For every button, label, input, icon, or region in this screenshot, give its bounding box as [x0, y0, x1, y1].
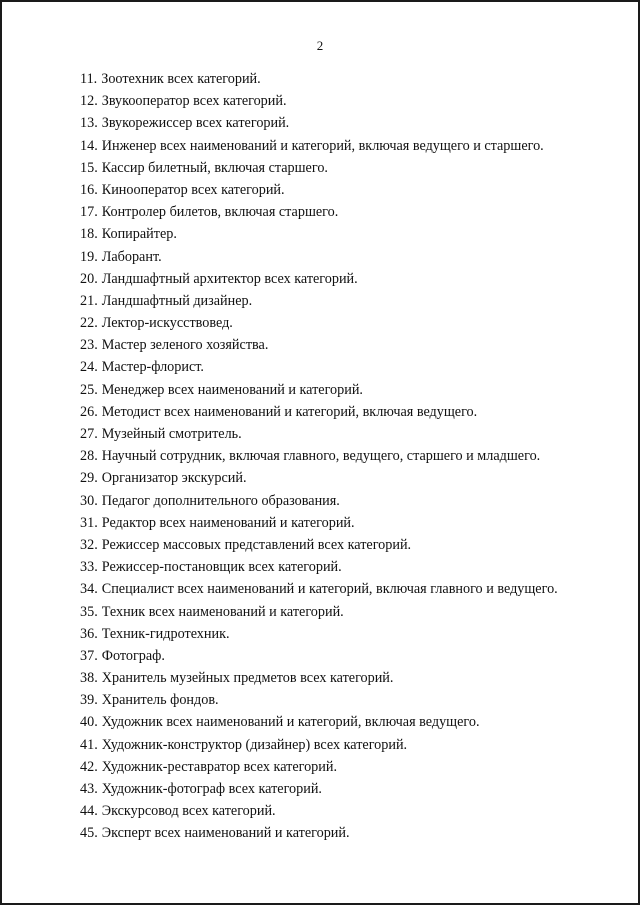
list-item-number: 42. — [80, 758, 98, 775]
list-item-text: Контролер билетов, включая старшего. — [101, 204, 339, 221]
list-item — [80, 157, 618, 179]
list-item — [80, 312, 618, 334]
list-item — [80, 512, 618, 534]
list-item-text: Зоотехник всех категорий. — [101, 71, 261, 87]
list-item-text: Педагог дополнительного образования. — [101, 492, 340, 509]
list-item — [80, 179, 618, 201]
list-item-number: 22. — [80, 315, 98, 332]
list-item-number: 14. — [80, 137, 98, 154]
list-item — [80, 334, 618, 356]
list-item-text: Редактор всех наименований и категорий. — [101, 514, 355, 531]
list-item-number: 40. — [80, 714, 98, 731]
list-item — [80, 290, 618, 312]
job-title-list — [80, 68, 618, 845]
list-item-text: Художник-фотограф всех категорий. — [101, 781, 322, 797]
list-item-text: Режиссер-постановщик всех категорий. — [101, 559, 342, 576]
list-item-text: Научный сотрудник, включая главного, ведущего, старшего и младшего. — [101, 448, 541, 465]
list-item-text: Мастер зеленого хозяйства. — [101, 337, 269, 354]
list-item-text: Инженер всех наименований и категорий, включая ведущего и старшего. — [101, 137, 544, 154]
list-item — [80, 423, 618, 445]
list-item-number: 19. — [80, 248, 98, 265]
list-item-number: 33. — [80, 559, 98, 576]
list-item-text: Художник-конструктор (дизайнер) всех категорий. — [101, 736, 408, 753]
list-item-text: Специалист всех наименований и категорий, включая главного и ведущего. — [101, 581, 558, 598]
list-item-text: Художник-реставратор всех категорий. — [101, 758, 338, 775]
list-item-number: 21. — [80, 292, 98, 309]
page-number: 2 — [316, 38, 324, 53]
list-item-number: 31. — [80, 514, 98, 531]
list-item-number: 32. — [80, 536, 98, 553]
list-item-text: Методист всех наименований и категорий, включая ведущего. — [101, 403, 478, 420]
list-item — [80, 778, 618, 800]
list-item-number: 12. — [80, 93, 98, 110]
list-item — [80, 534, 618, 556]
list-item-number: 16. — [80, 181, 98, 198]
list-item-text: Лаборант. — [101, 248, 162, 265]
list-item — [80, 112, 618, 134]
list-item-number: 28. — [80, 448, 98, 465]
list-item-text: Художник всех наименований и категорий, включая ведущего. — [101, 714, 480, 731]
list-item-text: Копирайтер. — [101, 226, 177, 243]
list-item-text: Лектор-искусствовед. — [101, 315, 233, 332]
list-item-text: Мастер-флорист. — [101, 359, 204, 376]
list-item-number: 35. — [80, 603, 98, 620]
list-item-number: 36. — [80, 625, 98, 642]
list-item-number: 18. — [80, 226, 98, 243]
list-item — [80, 246, 618, 268]
list-item-number: 17. — [80, 204, 98, 221]
list-item-text: Музейный смотритель. — [101, 426, 242, 442]
list-item — [80, 379, 618, 401]
list-item — [80, 490, 618, 512]
list-item-number: 45. — [80, 825, 98, 842]
list-item-number: 27. — [80, 426, 98, 442]
list-item — [80, 578, 618, 600]
list-item-number: 23. — [80, 337, 98, 354]
list-item — [80, 601, 618, 623]
list-item — [80, 467, 618, 489]
list-item-text: Кассир билетный, включая старшего. — [101, 159, 328, 176]
list-item-number: 25. — [80, 381, 98, 398]
list-item-text: Кинооператор всех категорий. — [101, 181, 285, 198]
list-item — [80, 756, 618, 778]
list-item-text: Хранитель фондов. — [101, 692, 219, 709]
list-item — [80, 401, 618, 423]
list-item-text: Техник-гидротехник. — [101, 625, 230, 642]
list-item-number: 43. — [80, 781, 98, 797]
list-item — [80, 667, 618, 689]
list-item-number: 15. — [80, 159, 98, 176]
list-item — [80, 711, 618, 733]
list-item-number: 26. — [80, 403, 98, 420]
list-item — [80, 445, 618, 467]
list-item-number: 41. — [80, 736, 98, 753]
list-item — [80, 645, 618, 667]
list-item-text: Режиссер массовых представлений всех категорий. — [101, 536, 412, 553]
list-item-number: 20. — [80, 270, 98, 287]
list-item — [80, 201, 618, 223]
list-item — [80, 556, 618, 578]
list-item — [80, 268, 618, 290]
list-item-number: 34. — [80, 581, 98, 598]
list-item — [80, 800, 618, 822]
list-item-text: Ландшафтный дизайнер. — [101, 292, 253, 309]
list-item-number: 39. — [80, 692, 98, 709]
list-item-number: 24. — [80, 359, 98, 376]
list-item-text: Эксперт всех наименований и категорий. — [101, 825, 350, 842]
list-item — [80, 68, 618, 90]
list-item-text: Ландшафтный архитектор всех категорий. — [101, 270, 358, 287]
list-item — [80, 689, 618, 711]
list-item-number: 30. — [80, 492, 98, 509]
list-item — [80, 822, 618, 844]
list-item — [80, 90, 618, 112]
list-item-text: Фотограф. — [101, 647, 165, 664]
list-item-number: 13. — [80, 115, 98, 132]
list-item — [80, 356, 618, 378]
list-item-text: Звукооператор всех категорий. — [101, 93, 287, 110]
list-item-number: 37. — [80, 647, 98, 664]
list-item-text: Менеджер всех наименований и категорий. — [101, 381, 363, 398]
list-item-number: 38. — [80, 670, 98, 687]
list-item — [80, 734, 618, 756]
list-item — [80, 223, 618, 245]
list-item-text: Экскурсовод всех категорий. — [101, 803, 276, 820]
list-item-text: Хранитель музейных предметов всех категорий. — [101, 670, 394, 687]
list-item-number: 11. — [80, 71, 98, 87]
list-item-text: Организатор экскурсий. — [101, 470, 247, 487]
list-item-number: 29. — [80, 470, 98, 487]
list-item — [80, 623, 618, 645]
list-item-number: 44. — [80, 803, 98, 820]
list-item-text: Звукорежиссер всех категорий. — [101, 115, 290, 132]
list-item — [80, 135, 618, 157]
list-item-text: Техник всех наименований и категорий. — [101, 603, 344, 620]
